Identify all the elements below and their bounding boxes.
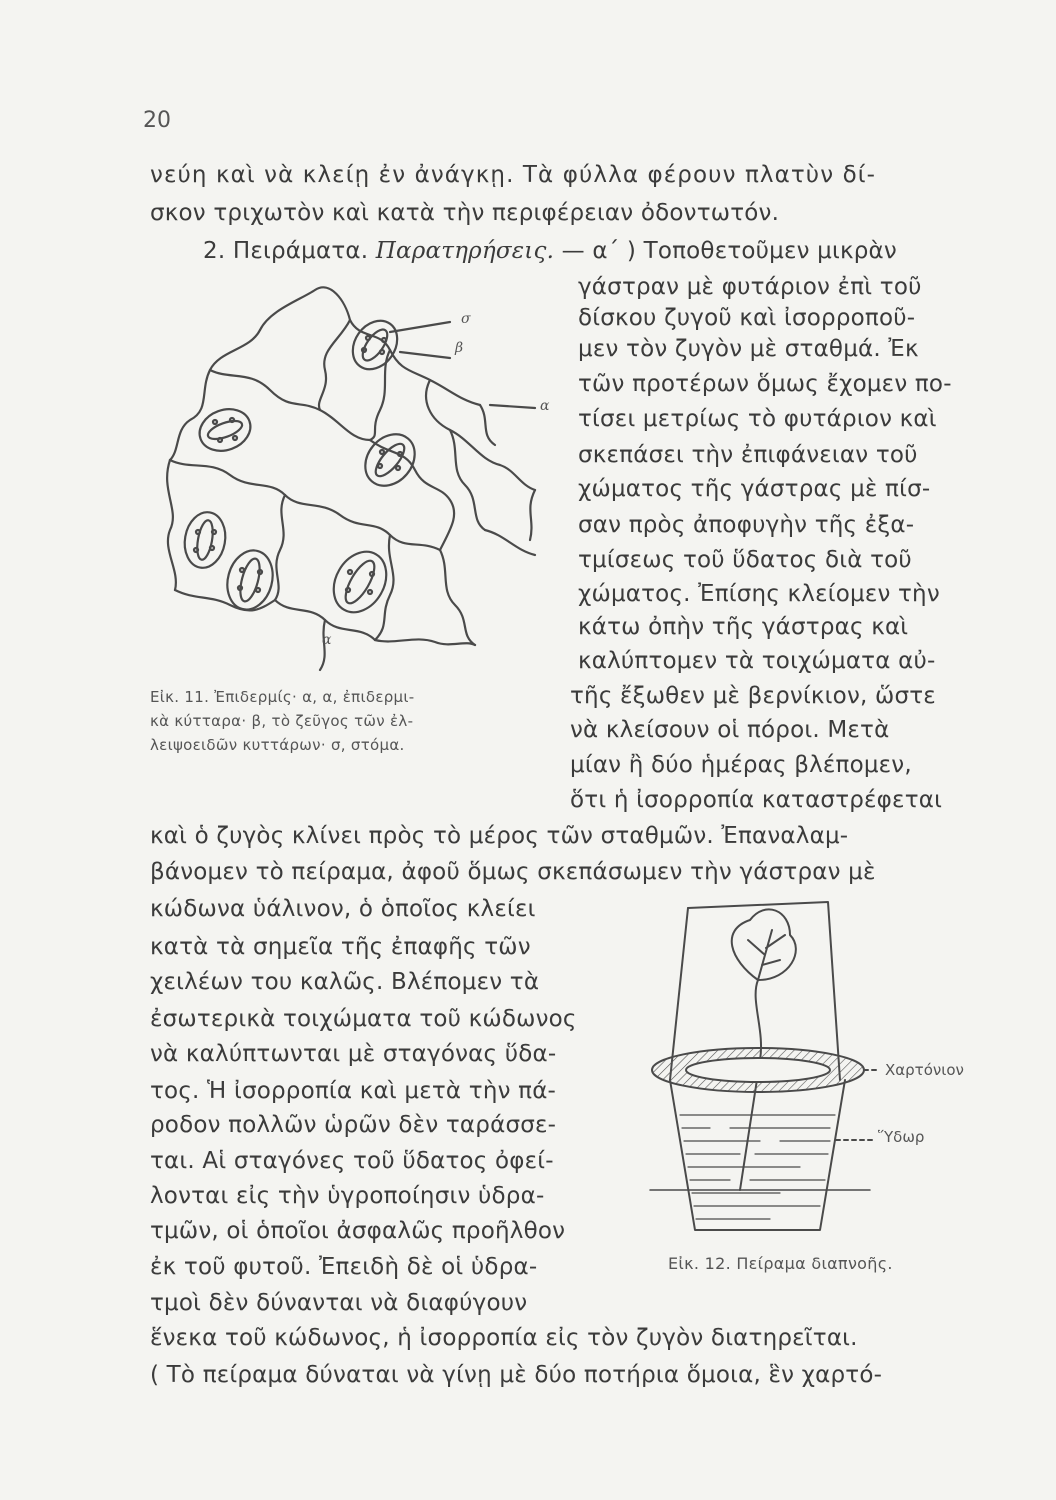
text-line: λονται εἰς τὴν ὑγροποίησιν ὑδρα-	[150, 1183, 545, 1209]
text-line: χώματος. Ἐπίσης κλείομεν τὴν	[578, 581, 940, 607]
text-line: δίσκου ζυγοῦ καὶ ἰσορροποῦ-	[578, 305, 916, 331]
heading-rest: — α΄ ) Τοποθετοῦμεν μικρὰν	[561, 238, 897, 264]
label-water: Ὕδωρ	[878, 1128, 925, 1146]
text-line: τμῶν, οἱ ὁποῖοι ἀσφαλῶς προῆλθον	[150, 1218, 566, 1244]
fig12-caption: Εἰκ. 12. Πείραμα διαπνοῆς.	[668, 1254, 893, 1273]
label-card: Χαρτόνιον	[885, 1061, 964, 1079]
text-line: ται. Αἱ σταγόνες τοῦ ὕδατος ὀφεί-	[150, 1148, 554, 1174]
text-line: σκεπάσει τὴν ἐπιφάνειαν τοῦ	[578, 442, 918, 468]
heading-number: 2.	[203, 238, 226, 264]
page-number: 20	[143, 108, 171, 133]
text-line: καλύπτομεν τὰ τοιχώματα αὐ-	[578, 648, 936, 674]
text-line: σκον τριχωτὸν καὶ κατὰ τὴν περιφέρειαν ὀδοντωτόν.	[150, 200, 780, 226]
fig11-caption-line: Εἰκ. 11. Ἐπιδερμίς· α, α, ἐπιδερμι-	[150, 688, 415, 706]
label-beta: β	[455, 340, 464, 356]
label-alpha-bottom: α	[322, 632, 332, 648]
text-line: κώδωνα ὑάλινον, ὁ ὁποῖος κλείει	[150, 896, 536, 922]
text-line: ( Τὸ πείραμα δύναται νὰ γίνῃ μὲ δύο ποτήρια ὅμοια, ἓν χαρτό-	[150, 1362, 883, 1388]
fig11-caption-line: λειψοειδῶν κυττάρων· σ, στόμα.	[150, 736, 405, 754]
text-line: τίσει μετρίως τὸ φυτάριον καὶ	[578, 406, 937, 432]
text-line: γάστραν μὲ φυτάριον ἐπὶ τοῦ	[578, 274, 922, 300]
fig11-caption-line: κὰ κύτταρα· β, τὸ ζεῦγος τῶν ἐλ-	[150, 712, 414, 730]
label-sigma: σ	[461, 311, 471, 327]
text-line: ροδον πολλῶν ὡρῶν δὲν ταράσσε-	[150, 1112, 557, 1138]
text-line: χώματος τῆς γάστρας μὲ πίσ-	[578, 476, 931, 502]
text-line: τῶν προτέρων ὅμως ἔχομεν πο-	[578, 371, 952, 397]
text-line: σαν πρὸς ἀποφυγὴν τῆς ἐξα-	[578, 512, 915, 538]
epidermis-figure	[150, 270, 570, 680]
heading-title: Πειράματα.	[232, 238, 369, 264]
text-line: βάνομεν τὸ πείραμα, ἀφοῦ ὅμως σκεπάσωμεν τὴν γάστραν μὲ	[150, 859, 876, 885]
text-line: νὰ καλύπτωνται μὲ σταγόνας ὕδα-	[150, 1041, 557, 1067]
section-heading	[203, 238, 897, 264]
text-line: μίαν ἢ δύο ἡμέρας βλέπομεν,	[570, 752, 912, 778]
text-line: νὰ κλείσουν οἱ πόροι. Μετὰ	[570, 717, 890, 743]
text-line: ἕνεκα τοῦ κώδωνος, ἡ ἰσορροπία εἰς τὸν ζυγὸν διατηρεῖται.	[150, 1325, 858, 1351]
text-line: κάτω ὀπὴν τῆς γάστρας καὶ	[578, 614, 909, 640]
text-line: μεν τὸν ζυγὸν μὲ σταθμά. Ἐκ	[578, 336, 919, 362]
text-line: χειλέων του καλῶς. Βλέπομεν τὰ	[150, 969, 540, 995]
text-line: ἐκ τοῦ φυτοῦ. Ἐπειδὴ δὲ οἱ ὑδρα-	[150, 1254, 538, 1280]
text-line: τος. Ἡ ἰσορροπία καὶ μετὰ τὴν πά-	[150, 1078, 557, 1104]
text-line: τῆς ἔξωθεν μὲ βερνίκιον, ὥστε	[570, 683, 936, 709]
text-line: τμίσεως τοῦ ὕδατος διὰ τοῦ	[578, 547, 912, 573]
text-line: καὶ ὁ ζυγὸς κλίνει πρὸς τὸ μέρος τῶν σταθμῶν. Ἐπαναλαμ-	[150, 823, 849, 849]
text-line: κατὰ τὰ σημεῖα τῆς ἐπαφῆς τῶν	[150, 934, 531, 960]
text-line: ὅτι ἡ ἰσορροπία καταστρέφεται	[570, 787, 943, 813]
label-alpha-right: α	[540, 398, 550, 414]
text-line: νεύη καὶ νὰ κλείῃ ἐν ἀνάγκῃ. Τὰ φύλλα φέρουν πλατὺν δί-	[150, 162, 877, 188]
heading-subtitle: Παρατηρήσεις.	[375, 238, 555, 264]
text-line: τμοὶ δὲν δύνανται νὰ διαφύγουν	[150, 1290, 528, 1316]
text-line: ἐσωτερικὰ τοιχώματα τοῦ κώδωνος	[150, 1006, 577, 1032]
